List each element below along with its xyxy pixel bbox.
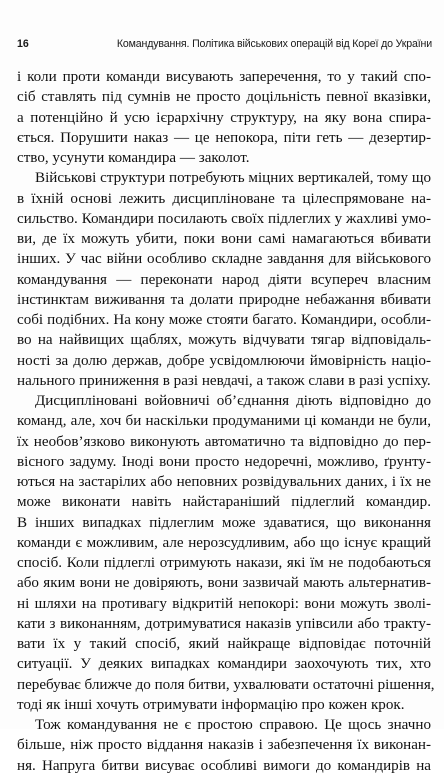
text-line: ситуації. У деяких випадках командири заохочують тих, хто — [17, 656, 431, 673]
text-line: сіб ставлять під сумнів не просто доцільність певної вказівки, — [17, 89, 431, 106]
text-line: Дисципліновані войовничі об’єднання діють відповідно до — [35, 393, 431, 409]
text-line: В інших випадках підлеглим може здаватися, що виконання — [17, 514, 431, 531]
text-line: сильство. Командири посилають своїх підлеглих у жахливі умо- — [17, 210, 431, 227]
text-line: ні шляхи на противагу відкритій непокорі: вони можуть зволі- — [17, 595, 431, 612]
text-line: кати з виконанням, дотримуватися наказів упівсили або тракту- — [17, 615, 431, 632]
text-line: ються на застарілих або неповних розвідувальних даних, і їх не — [17, 474, 431, 490]
text-line: їх необов’язково виконують автоматично та відповідно до пер- — [17, 433, 431, 450]
text-line: або яким вони не довіряють, вони зазвичай мають альтернатив- — [17, 575, 431, 592]
text-line: може виконати навіть найстараніший підлеглий командир. — [17, 494, 431, 511]
page-number: 16 — [17, 38, 29, 50]
text-line: інших. У час війни особливо складне завдання для військового — [17, 251, 431, 268]
text-line: вати їх у такий спосіб, який найкраще відповідає поточній — [17, 636, 431, 652]
text-line: нального приниження в разі невдачі, а також слави в разі успіху. — [17, 372, 431, 389]
text-line: ви, де їх можуть убити, поки вони самі намагаються вбивати — [17, 231, 431, 247]
text-line: перебуває ближче до поля битви, ухвалювати остаточні рішення, — [17, 676, 435, 693]
text-line: більше, ніж просто віддання наказів і забезпечення їх виконан- — [17, 737, 431, 754]
text-line: тоді як інші хочуть отримувати інформацію про кожен крок. — [17, 696, 405, 713]
text-line: інстинктам виживання та долати природне небажання вбивати — [17, 291, 431, 308]
text-line: Військові структури потребують міцних вертикалей, тому що — [35, 170, 431, 187]
text-line: а потенційно й усю ієрархічну структуру, на яку вона спира- — [17, 109, 431, 126]
paragraph — [17, 715, 431, 776]
paragraph — [17, 168, 431, 391]
text-line: ності за долю держав, добре усвідомлюючи ймовірність націо- — [17, 352, 431, 369]
running-title: Командування. Політика військових операцій від Кореї до України — [116, 38, 432, 50]
text-line: Тож командування не є простою справою. Це щось значно — [35, 717, 431, 733]
text-line: команди є можливим, але нерозсудливим, або що існує кращий — [17, 534, 431, 551]
text-line: ється. Порушити наказ — це непокора, піти геть — дезертир- — [17, 129, 431, 146]
text-line: вісного задуму. Іноді вони просто недоречні, можливо, ґрунту- — [17, 453, 431, 470]
text-line: в їхній основі лежить дисципліноване та цілеспрямоване на- — [17, 190, 431, 207]
text-line: собі подібних. На кону може стояти багато. Командири, особли- — [17, 312, 431, 328]
text-line: ня. Напруга битви висуває особливі вимоги до командирів на — [17, 757, 431, 774]
running-header — [17, 38, 432, 52]
text-line: команд, але, хоч би наскільки продуманими ці команди не були, — [17, 413, 431, 430]
text-line: спосіб. Коли підлеглі отримують накази, які їм не подобаються — [17, 555, 431, 571]
text-line: і коли проти команди висувають заперечення, то у такий спо- — [17, 69, 431, 85]
paragraph — [17, 67, 431, 168]
text-line: во на найвищих щаблях, можуть відчувати тягар відповідаль- — [17, 332, 431, 349]
paragraph — [17, 391, 435, 715]
text-line: командування — переконати народ діяти всупереч власним — [17, 271, 431, 288]
body-text — [17, 67, 435, 776]
text-line: ство, усунути командира — заколот. — [17, 150, 250, 166]
